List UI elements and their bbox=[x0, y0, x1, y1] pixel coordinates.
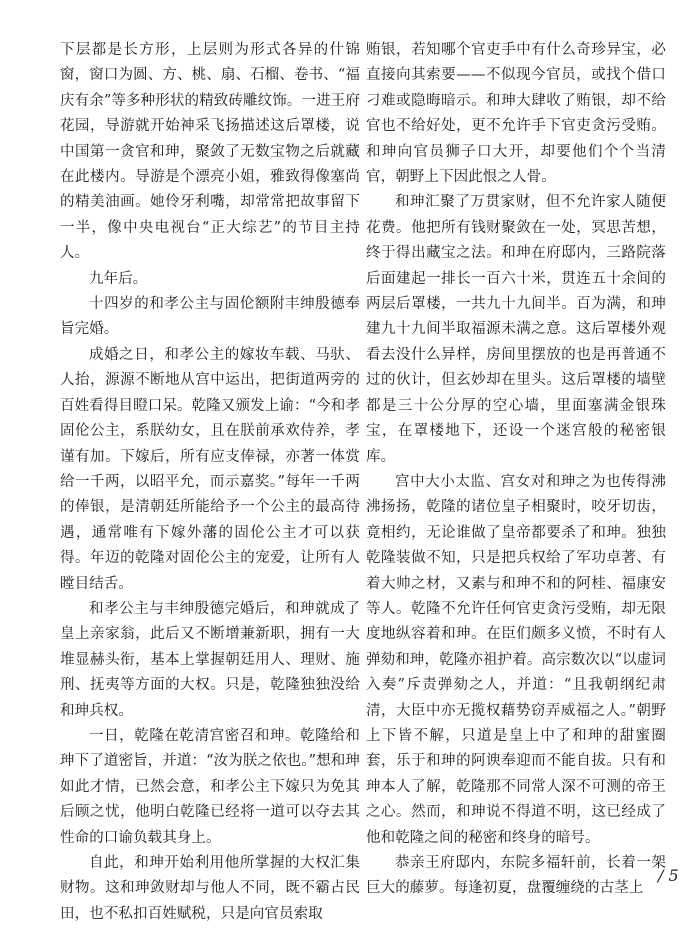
paragraph: 和珅汇聚了万贯家财，但不允许家人随便花费。他把所有钱财聚敛在一处，冥思苦想，终于得出藏宝之法。和珅在府邸内，三路院落后面建起一排长一百六十米，贯连五十余间的两层后罩楼，一共九十九间半。百为满，和珅建九十九间半取福源未满之意。这后罩楼外观看去没什么异样，房间里摆放的也是再普通不过的伙计，但玄妙却在里头。这后罩楼的墙壁都是三十公分厚的空心墙，里面塞满金银珠宝，在罩楼地下，还设一个迷宫般的秘密银库。 bbox=[366, 194, 666, 465]
paragraph: 自此，和珅开始利用他所掌握的大权汇集财物。这和珅敛财却与他人不同，既不霸占民田，也不私扣百姓赋税，只是向官员索取 bbox=[60, 855, 360, 922]
paragraph: 下层都是长方形，上层则为形式各异的什锦窗，窗口为圆、方、桃、扇、石榴、卷书、“福庆有余”等多种形状的精致砖雕纹饰。一进王府花园，导游就开始神采飞扬描述这后罩楼，说中国第一贪官和珅，聚敛了无数宝物之后就藏在此楼内。导游是个漂亮小姐，雅致得像塞尚的精美油画。她伶牙利嘴，却常常把故事留下一半，像中央电视台“正大综艺”的节目主持人。 bbox=[60, 42, 360, 262]
paragraph: 一日，乾隆在乾清宫密召和珅。乾隆给和珅下了道密旨，并道：“汝为朕之依也。”想和珅如此才情，已然会意，和孝公主下嫁只为免其后顾之忧，他明白乾隆已经将一道可以夺去其性命的口谕负载其身上。 bbox=[60, 727, 360, 846]
paragraph: 宫中大小太监、宫女对和珅之为也传得沸沸扬扬，乾隆的诸位皇子相聚时，咬牙切齿，竟相约，无论谁做了皇帝都要杀了和珅。独独乾隆装做不知，只是把兵权给了军功卓著、有着大帅之材，又素与和珅不和的阿桂、福康安等人。乾隆不允许任何官吏贪污受贿，却无限度地纵容着和珅。在臣们颇多义愤，不时有人弹劾和珅，乾隆亦祖护着。高宗数次以“以虚词入奏”斥责弹劾之人，并道：“且我朝纲纪肃清，大臣中亦无揽权藉势窃弄威福之人。”朝野上下皆不解，只道是皇上中了和珅的甜蜜圈套，乐于和珅的阿谀奉迎而不能自拔。只有和珅本人了解，乾隆那不同常人深不可测的帝王之心。然而，和珅说不得道不明，这已经成了他和乾隆之间的秘密和终身的暗号。 bbox=[366, 473, 666, 846]
paragraph: 成婚之日，和孝公主的嫁妆车载、马驮、人抬，源源不断地从宫中运出，把街道两旁的百姓看得目瞪口呆。乾隆又颁发上谕：“今和孝固伦公主，系朕幼女，且在朕前承欢侍养，孝谨有加。下嫁后，所有应支俸禄，亦著一体赏给一千两，以昭平允，而示嘉奖。”每年一千两的俸银，是清朝廷所能给予一个公主的最高待遇，通常唯有下嫁外藩的固伦公主才可以获得。年迈的乾隆对固伦公主的宠爱，让所有人瞠目结舌。 bbox=[60, 346, 360, 592]
paragraph: 九年后。 bbox=[89, 270, 148, 287]
paragraph: 贿银，若知哪个官吏手中有什么奇珍异宝，必直接向其索要——不似现今官员，或找个借口刁难或隐晦暗示。和珅大肆收了贿银，却不给官也不给好处，更不允许手下官吏贪污受贿。和珅向官员狮子口大开，却要他们个个当清官，朝野上下因此恨之人骨。 bbox=[366, 42, 666, 186]
left-column bbox=[60, 38, 360, 927]
right-column bbox=[366, 38, 666, 902]
paragraph: 恭亲王府邸内，东院多福轩前，长着一架巨大的藤萝。每逢初夏，盘覆缠绕的古茎上 bbox=[366, 855, 666, 897]
paragraph: 十四岁的和孝公主与固伦额附丰绅殷德奉旨完婚。 bbox=[60, 296, 360, 338]
page-number: / 5 bbox=[658, 866, 679, 885]
paragraph: 和孝公主与丰绅殷德完婚后，和珅就成了皇上亲家翁，此后又不断增兼新职，拥有一大堆显赫头衔，基本上掌握朝廷用人、理财、施刑、抚夷等方面的大权。只是，乾隆独独没给和珅兵权。 bbox=[60, 600, 360, 719]
